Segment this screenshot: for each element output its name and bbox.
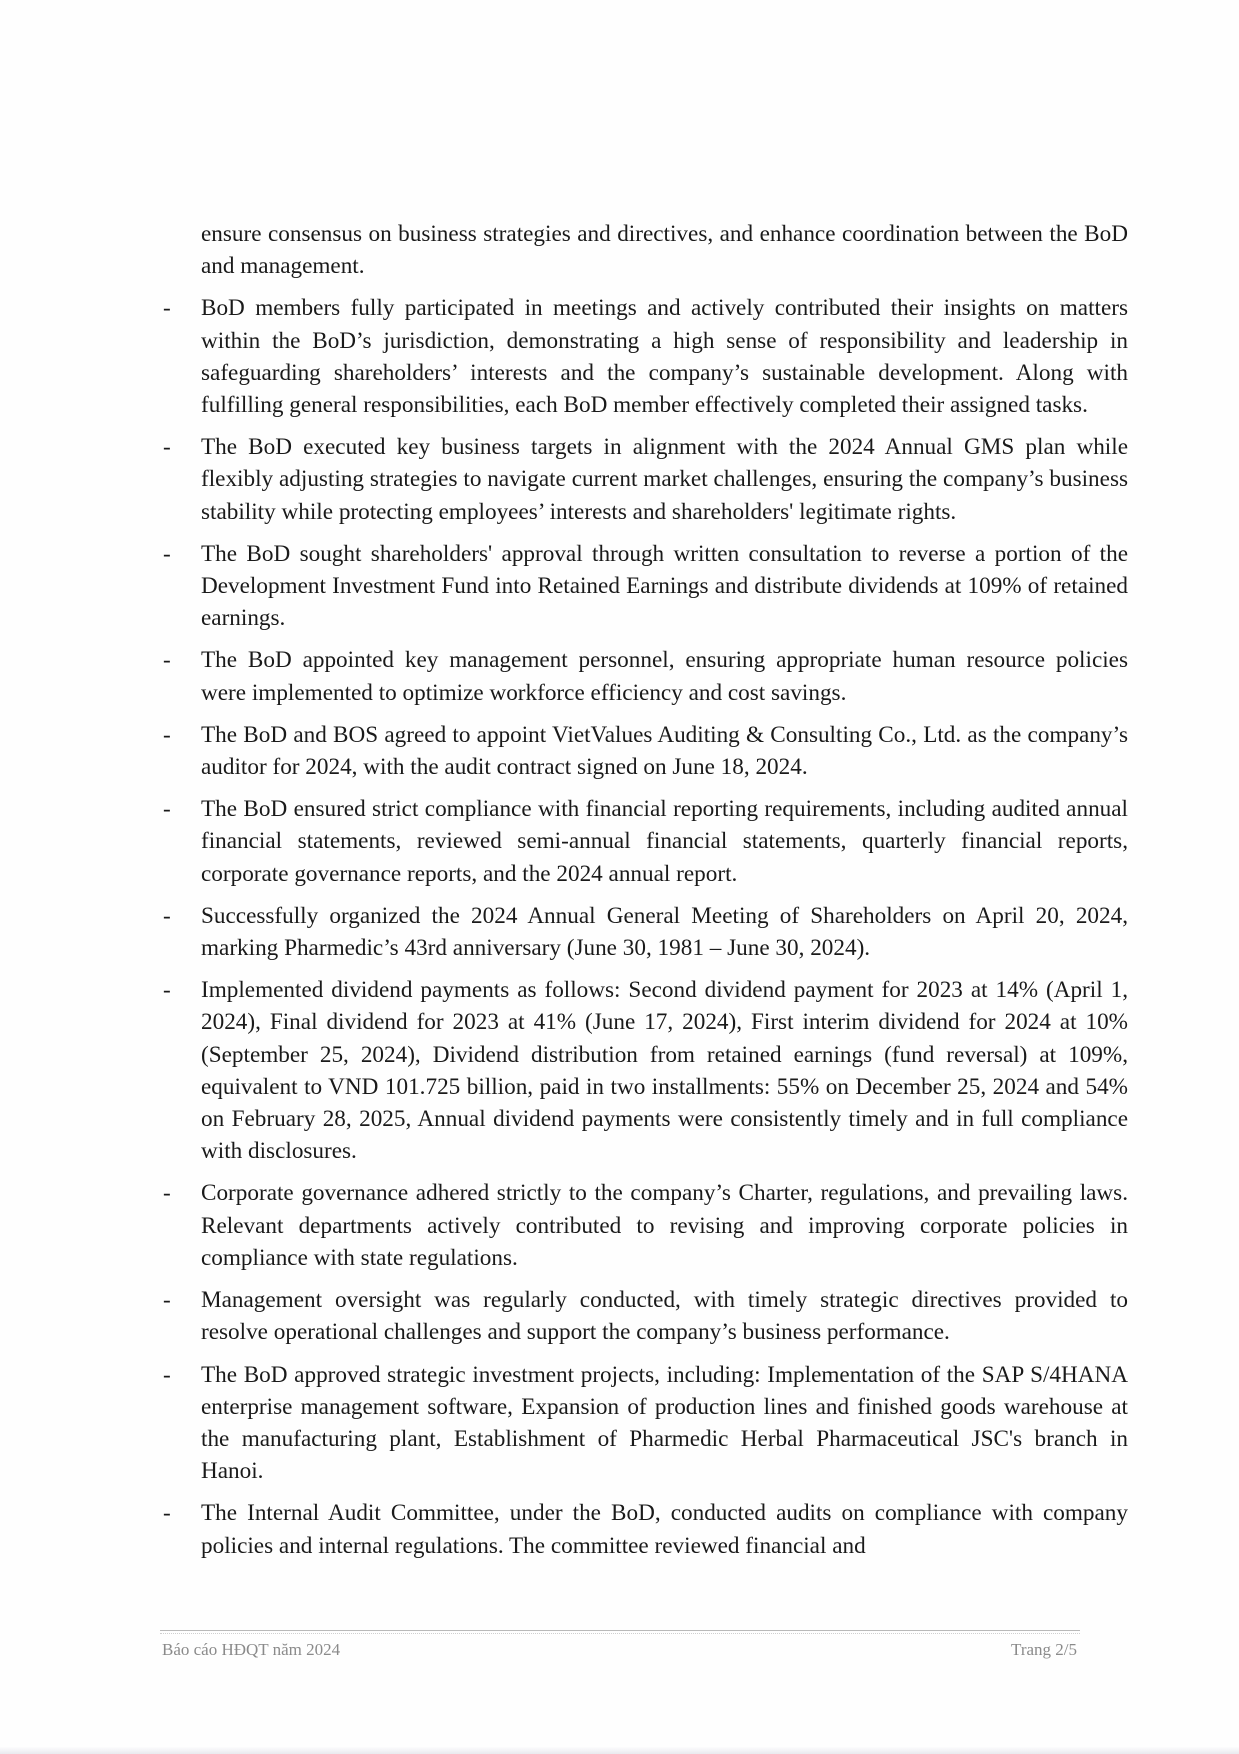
- list-item: [163, 900, 1128, 964]
- bullet-dash: -: [163, 1287, 171, 1314]
- list-item-text: The BoD executed key business targets in alignment with the 2024 Annual GMS plan while flexibly adjusting strategies to navigate current market challenges, ensuring the company’s business stability while protecting employees’ interests and shareholders' legitimate rights.: [201, 434, 1128, 525]
- bullet-dash: -: [163, 647, 171, 674]
- bullet-dash: -: [163, 1500, 171, 1527]
- bullet-dash: -: [163, 1361, 171, 1388]
- bullet-dash: -: [163, 977, 171, 1004]
- bullet-dash: -: [163, 295, 171, 322]
- list-item-text: The BoD and BOS agreed to appoint VietValues Auditing & Consulting Co., Ltd. as the company’s auditor for 2024, with the audit contract signed on June 18, 2024.: [201, 721, 1128, 781]
- list-item: [163, 974, 1128, 1167]
- list-item-text: Management oversight was regularly conducted, with timely strategic directives provided to resolve operational challenges and support the company’s business performance.: [201, 1287, 1128, 1346]
- list-item: [163, 538, 1128, 635]
- bullet-dash: -: [163, 721, 171, 748]
- list-item: [163, 1284, 1128, 1348]
- bullet-dash: -: [163, 902, 171, 929]
- bullet-dash: -: [163, 796, 171, 823]
- bullet-dash: -: [163, 540, 171, 567]
- scan-edge-shadow: [0, 1746, 1239, 1754]
- list-item: [163, 644, 1128, 708]
- footer-divider: [160, 1630, 1080, 1631]
- list-item: [163, 1359, 1128, 1488]
- list-item: [163, 1177, 1128, 1274]
- list-item-text: The BoD approved strategic investment projects, including: Implementation of the SAP S/4HANA enterprise management software, Expansion of production lines and finished goods warehouse at the manufacturing plant, Establishment of Pharmedic Herbal Pharmaceutical JSC's branch in Hanoi.: [201, 1361, 1128, 1485]
- list-item-text: The BoD sought shareholders' approval through written consultation to reverse a portion of the Development Investment Fund into Retained Earnings and distribute dividends at 109% of retained earnings.: [201, 540, 1128, 632]
- list-item: [163, 292, 1128, 421]
- footer-page-number: Trang 2/5: [1011, 1640, 1077, 1659]
- lead-paragraph: ensure consensus on business strategies and directives, and enhance coordination between the BoD and management.: [201, 221, 1128, 280]
- list-item-text: Successfully organized the 2024 Annual General Meeting of Shareholders on April 20, 2024, marking Pharmedic’s 43rd anniversary (June 30, 1981 – June 30, 2024).: [201, 902, 1128, 962]
- list-item: [163, 719, 1128, 783]
- list-item-text: The BoD ensured strict compliance with financial reporting requirements, including audited annual financial statements, reviewed semi-annual financial statements, quarterly financial reports, corporate governance reports, and the 2024 annual report.: [201, 796, 1128, 887]
- list-item: [163, 793, 1128, 890]
- bullet-dash: -: [163, 1180, 171, 1207]
- bullet-dash: -: [163, 434, 171, 461]
- list-item-text: The BoD appointed key management personnel, ensuring appropriate human resource policies were implemented to optimize workforce efficiency and cost savings.: [201, 647, 1128, 706]
- list-item-text: BoD members fully participated in meetings and actively contributed their insights on matters within the BoD’s jurisdiction, demonstrating a high sense of responsibility and leadership in safeguarding shareholders’ interests and the company’s sustainable development. Along with fulfilling general responsibilities, each BoD member effectively completed their assigned tasks.: [201, 295, 1128, 419]
- bullet-list: [163, 292, 1128, 1561]
- list-item: [163, 431, 1128, 528]
- list-item-text: The Internal Audit Committee, under the BoD, conducted audits on compliance with company policies and internal regulations. The committee reviewed financial and: [201, 1500, 1128, 1559]
- list-item: [163, 1497, 1128, 1561]
- list-item-text: Implemented dividend payments as follows: Second dividend payment for 2023 at 14% (April 1, 2024), Final dividend for 2023 at 41% (June 17, 2024), First interim dividend for 2024 at 10% (September 25, 2024), Dividend distribution from retained earnings (fund reversal) at 109%, equivalent to VND 101.725 billion, paid in two installments: 55% on December 25, 2024 and 54% on February 28, 2025, Annual dividend payments were consistently timely and in full compliance with disclosures.: [201, 977, 1128, 1165]
- footer-divider-dotted: [160, 1633, 1080, 1634]
- footer-report-title: Báo cáo HĐQT năm 2024: [162, 1640, 341, 1659]
- document-body: [163, 218, 1128, 1572]
- list-item-text: Corporate governance adhered strictly to the company’s Charter, regulations, and prevailing laws. Relevant departments actively contributed to revising and improving corporate policies in compliance with state regulations.: [201, 1180, 1128, 1271]
